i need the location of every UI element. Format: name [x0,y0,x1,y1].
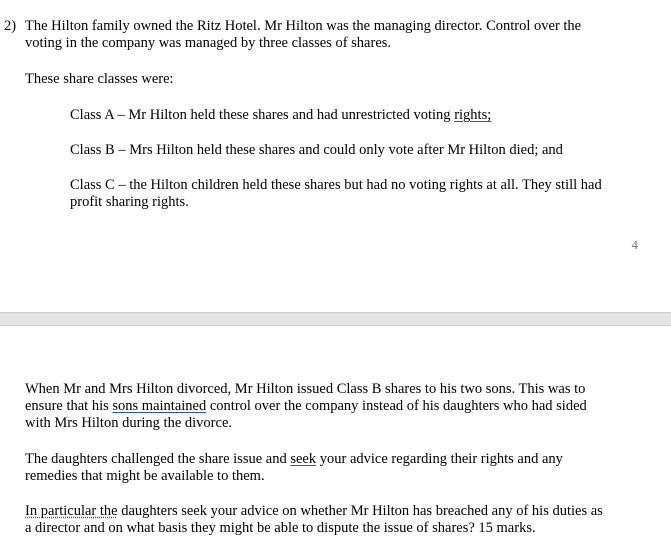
class-a-description: Class A – Mr Hilton held these shares and had unrestricted voting [70,107,455,123]
para2-underlined-word: seek [290,451,317,467]
para2-line-1 [25,451,655,468]
question-intro [25,18,655,52]
class-c-line-2: profit sharing rights. [70,194,189,210]
intro-line-2: voting in the company was managed by three classes of shares. [25,35,392,51]
class-b-text: Class B – Mrs Hilton held these shares and could only vote after Mr Hilton died; and [70,142,563,158]
paragraph-advice-request [25,503,655,537]
paragraph-daughters-challenge [25,451,655,485]
para1-line-3: with Mrs Hilton during the divorce. [25,415,233,431]
class-a-underlined-word: rights; [454,107,492,123]
para1-line-2-start: ensure that his [25,398,113,414]
para1-line-1: When Mr and Mrs Hilton divorced, Mr Hilton issued Class B shares to his two sons. This was to [25,381,586,397]
question-number: 2) [4,18,17,34]
para3-line-2: a director and on what basis they might be able to dispute the issue of shares? 15 marks. [25,520,536,536]
intro-line-1: The Hilton family owned the Ritz Hotel. Mr Hilton was the managing director. Control over the [25,18,582,34]
para2-line-1-start: The daughters challenged the share issue and [25,451,291,467]
para2-line-1-end: your advice regarding their rights and any [316,451,563,467]
para1-line-2 [25,398,655,415]
class-c-text [70,177,660,211]
para3-line-1 [25,503,655,520]
page-break-gap [0,312,671,326]
para1-underlined-phrase: sons maintained [112,398,207,414]
page-number: 4 [631,237,638,252]
para2-line-2: remedies that might be available to them. [25,468,265,484]
class-c-line-1: Class C – the Hilton children held these shares but had no voting rights at all. They still had [70,177,602,193]
share-classes-heading: These share classes were: [25,71,174,87]
class-a-text [70,107,660,124]
para3-underlined-phrase: In particular the [25,503,118,519]
para3-line-1-end: daughters seek your advice on whether Mr Hilton has breached any of his duties as [117,503,603,519]
para1-line-2-end: control over the company instead of his daughters who had sided [206,398,587,414]
document-page-lower [0,326,671,553]
paragraph-divorce [25,381,655,432]
